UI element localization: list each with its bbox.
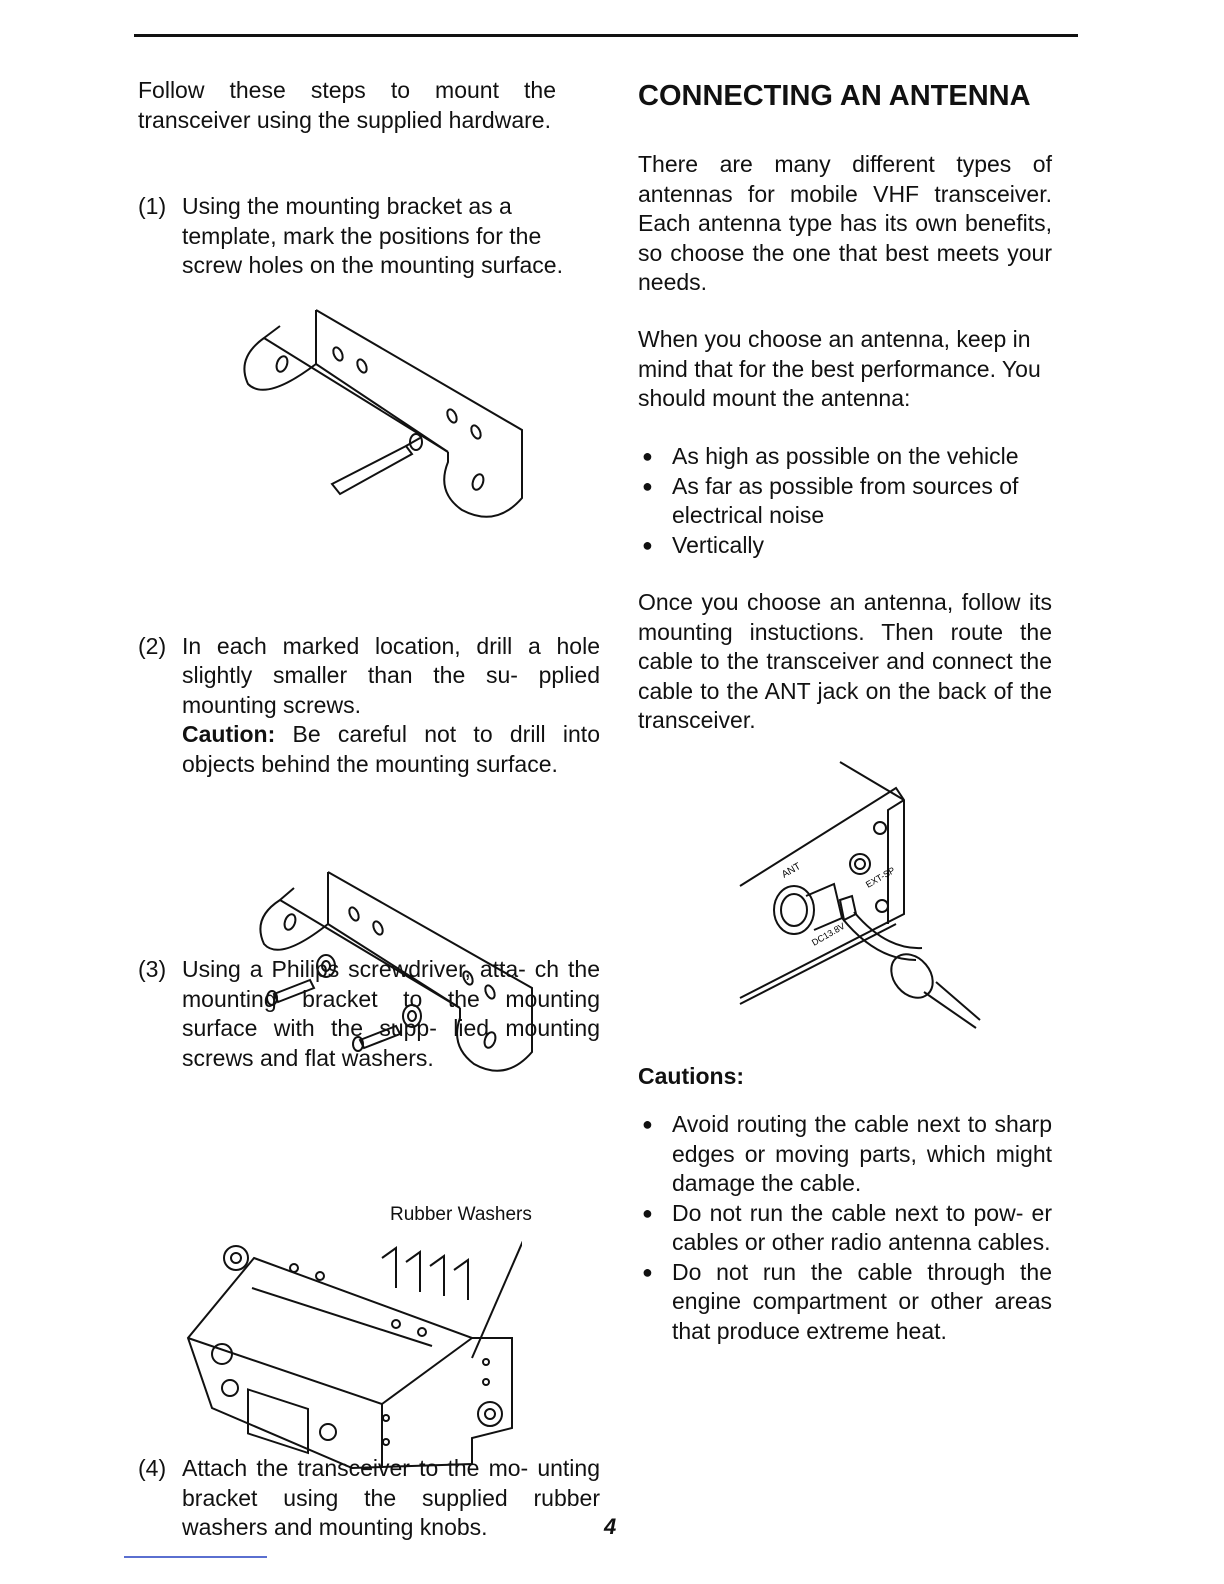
bullet-text: As high as possible on the vehicle [672, 443, 1019, 469]
step-1 [138, 192, 600, 281]
page-number: 4 [604, 1514, 617, 1539]
bullet-dot-icon: ● [642, 534, 653, 555]
step-3-text: Using a Philips screwdriver, atta- ch the mounting bracket to the mounting surface with the supp- lied mounting screws and flat washers. [182, 956, 600, 1071]
bullet-dot-icon: ● [642, 475, 653, 496]
caution-text: Do not run the cable through the engine compartment or other areas that produce extreme heat. [672, 1258, 1052, 1344]
caution-label: Caution: [182, 721, 276, 747]
caution-item [638, 1258, 1052, 1347]
para-2-text: When you choose an antenna, keep in mind that for the best performance. You should mount the antenna: [638, 326, 1041, 411]
step-4-number: (4) [138, 1455, 167, 1481]
rubber-washers-label: Rubber Washers [390, 1204, 532, 1225]
bullet-dot-icon: ● [642, 1261, 653, 1282]
caution-item [638, 1199, 1052, 1258]
cautions-heading [638, 1062, 1052, 1092]
step-2-text: In each marked location, drill a hole slightly smaller than the su- pplied mounting screws. [182, 632, 600, 718]
cautions-list [638, 1110, 1052, 1346]
bottom-rule [124, 1556, 267, 1558]
bullet-text: As far as possible from sources of electrical noise [672, 472, 1019, 528]
bullet-item [638, 442, 1052, 472]
step-1-text: Using the mounting bracket as a template, mark the positions for the screw holes on the mounting surface. [182, 193, 563, 278]
antenna-section-heading [638, 78, 1052, 114]
left-intro [138, 76, 556, 135]
bracket-screws-figure [252, 866, 542, 1082]
step-2-caution [182, 720, 600, 779]
step-3-number: (3) [138, 956, 167, 982]
ext-sp-label: EXT-SP [864, 865, 897, 890]
para-3-text: Once you choose an antenna, follow its mounting instuctions. Then route the cable to the transceiver and connect the cable to the ANT jack on the back of the transceiver. [638, 589, 1052, 733]
step-1-number: (1) [138, 193, 167, 219]
para-1-text: There are many different types of antennas for mobile VHF transceiver. Each antenna type has its own benefits, so choose the one that best meets your needs. [638, 151, 1052, 295]
bullet-dot-icon: ● [642, 1114, 653, 1134]
bullet-dot-icon: ● [642, 446, 653, 466]
bullet-dot-icon: ● [642, 1202, 653, 1223]
cautions-title: Cautions: [638, 1063, 745, 1089]
caution-text: Avoid routing the cable next to sharp edges or moving parts, which might damage the cable. [672, 1111, 1052, 1196]
ant-jack-label: ANT [780, 861, 803, 881]
caution-item [638, 1110, 1052, 1199]
step-2-number: (2) [138, 632, 167, 659]
antenna-para-3 [638, 588, 1052, 736]
dc-input-label: DC13.8V [810, 920, 847, 948]
caution-text: Do not run the cable next to pow- er cables or other radio antenna cables. [672, 1199, 1052, 1255]
antenna-connection-figure [736, 760, 996, 1036]
step-2 [138, 632, 600, 780]
step-4-text: Attach the transceiver to the mo- unting bracket using the supplied rubber washers and mounting knobs. [182, 1455, 600, 1540]
antenna-para-1 [638, 150, 1052, 298]
top-rule [134, 34, 1078, 37]
caution-text: Be careful not to drill into objects behind the mounting surface. [182, 721, 600, 777]
bullet-text: Vertically [672, 531, 765, 558]
antenna-para-2 [638, 325, 1052, 414]
bullet-item [638, 531, 1052, 561]
section-title: CONNECTING AN ANTENNA [638, 80, 1031, 112]
bracket-template-figure [236, 302, 536, 528]
intro-text: Follow these steps to mount the transceiver using the supplied hardware. [138, 77, 556, 133]
bullet-item [638, 472, 1052, 531]
mount-bullets [638, 442, 1052, 560]
transceiver-mount-figure [182, 1228, 522, 1478]
